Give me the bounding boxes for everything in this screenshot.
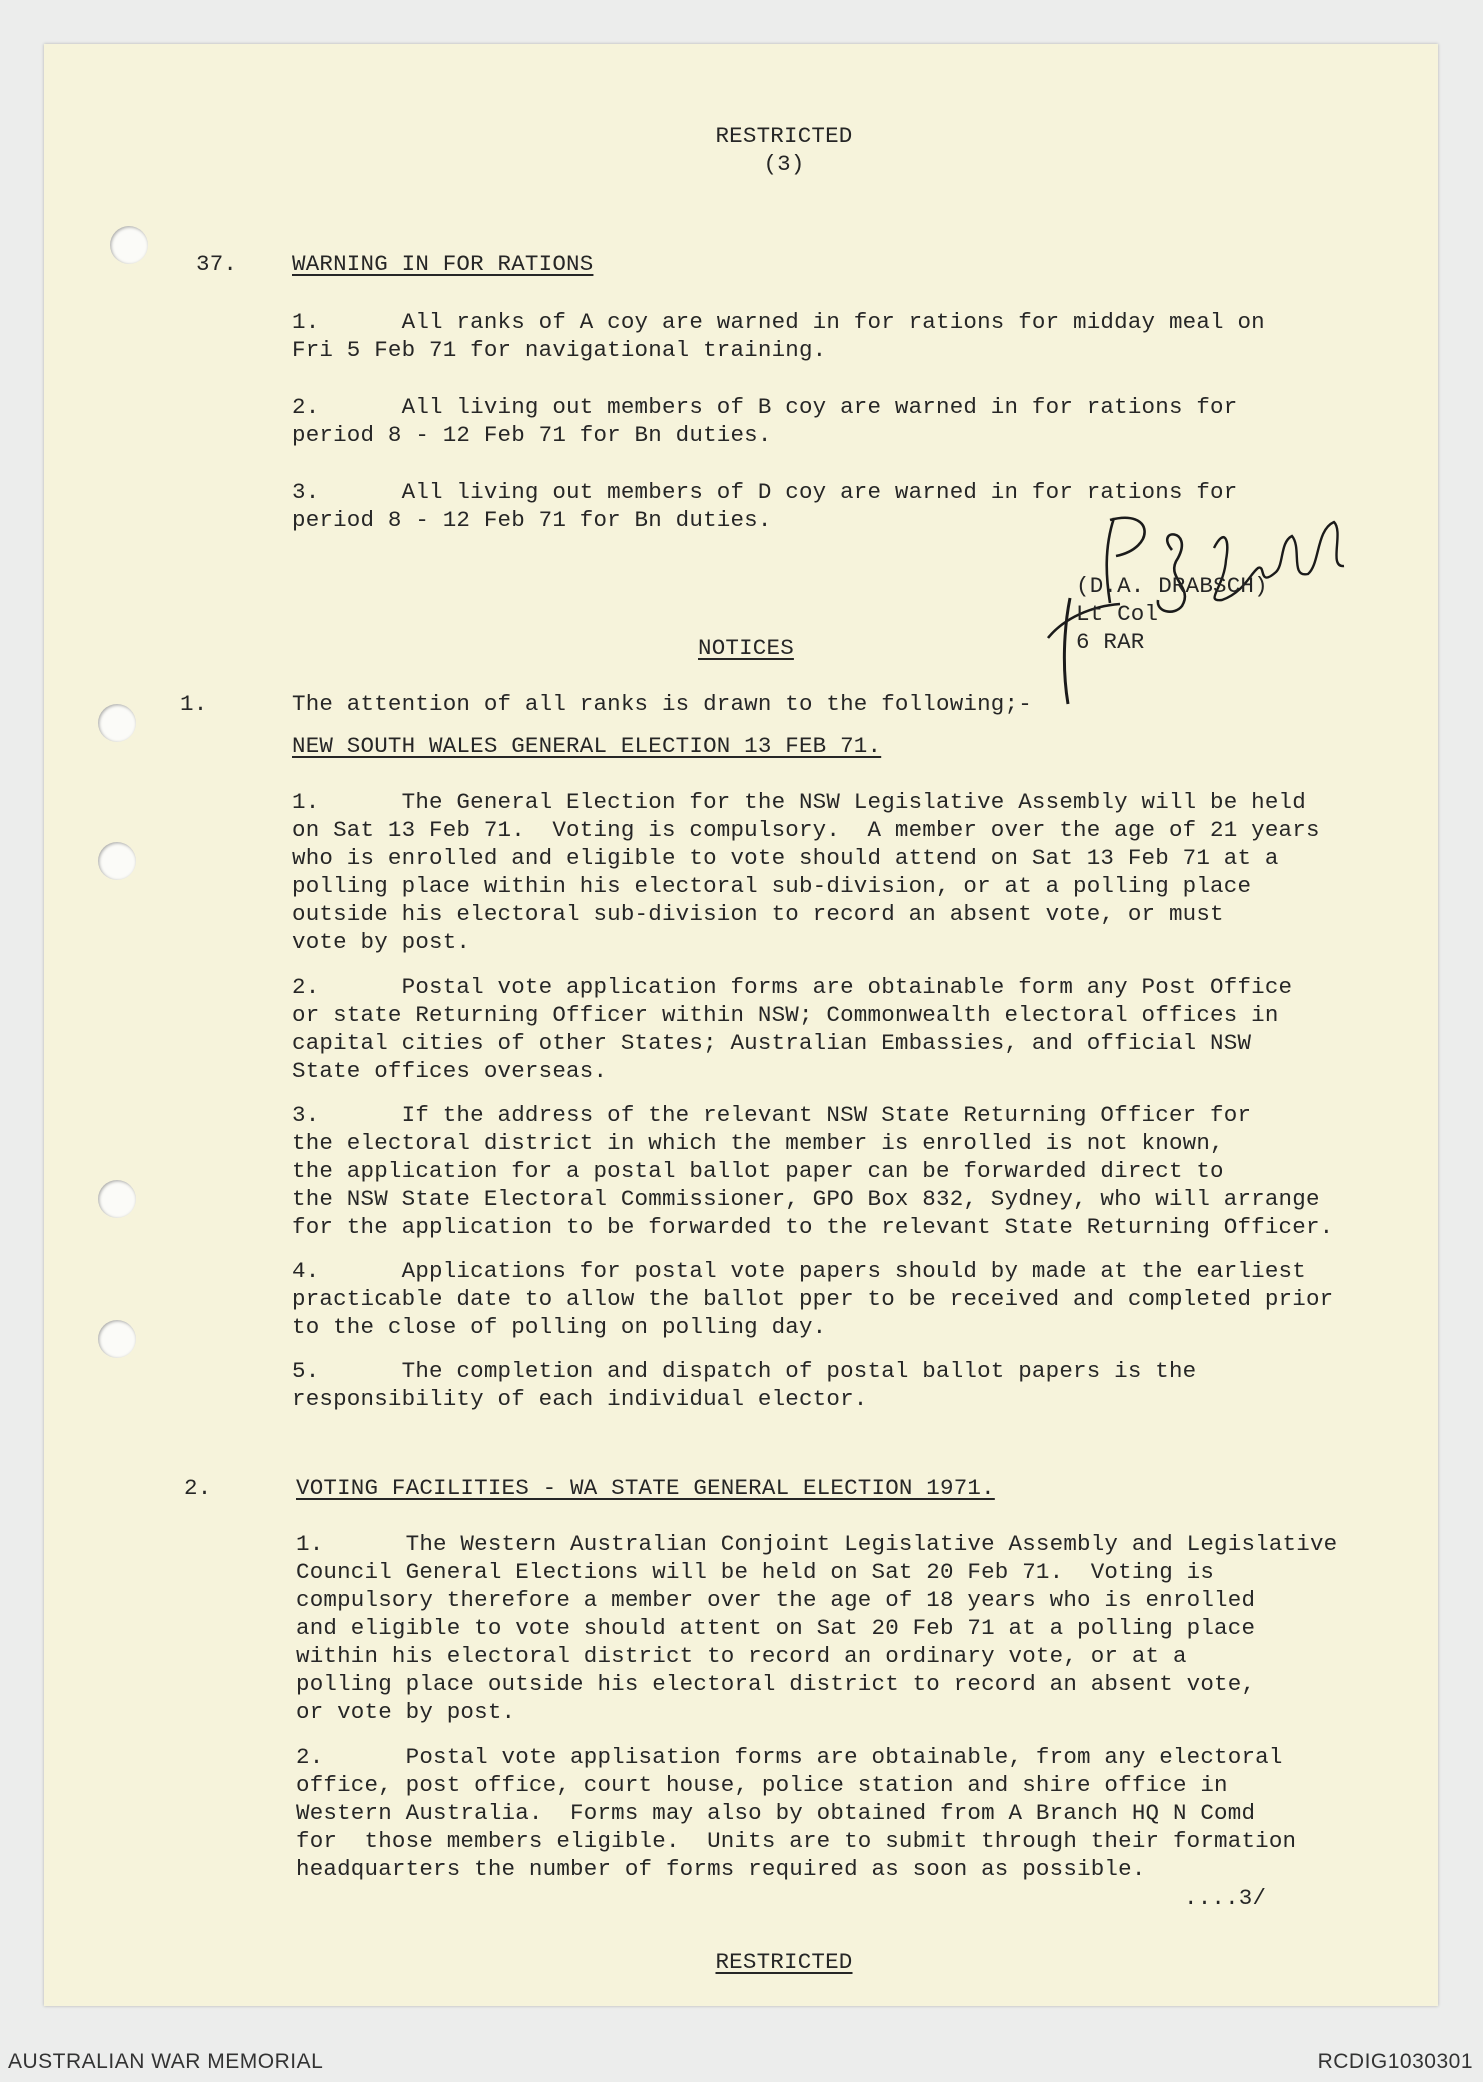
punch-hole — [110, 226, 148, 264]
text-line: responsibility of each individual elector. — [292, 1386, 868, 1412]
text-line: within his electoral district to record an ordinary vote, or at a — [296, 1643, 1187, 1669]
text-line: polling place outside his electoral district to record an absent vote, — [296, 1671, 1256, 1697]
text-line: or vote by post. — [296, 1699, 516, 1725]
text-line: State offices overseas. — [292, 1058, 608, 1084]
text-line: period 8 - 12 Feb 71 for Bn duties. — [292, 422, 772, 448]
text-line: 2. Postal vote applisation forms are obtainable, from any electoral — [296, 1744, 1283, 1770]
text-line: 2. All living out members of B coy are warned in for rations for — [292, 394, 1238, 420]
text-line: or state Returning Officer within NSW; Commonwealth electoral offices in — [292, 1002, 1279, 1028]
text-line: The attention of all ranks is drawn to the following;- — [292, 691, 1032, 717]
punch-hole — [98, 842, 136, 880]
page-number: (3) — [763, 151, 805, 177]
text-line: 4. Applications for postal vote papers should by made at the earliest — [292, 1258, 1306, 1284]
notice-heading: VOTING FACILITIES - WA STATE GENERAL ELECTION 1971. — [296, 1475, 995, 1501]
text-line: 1. The General Election for the NSW Legislative Assembly will be held — [292, 789, 1306, 815]
text-line: headquarters the number of forms required as soon as possible. — [296, 1856, 1146, 1882]
text-line: polling place within his electoral sub-division, or at a polling place — [292, 873, 1252, 899]
text-line: 1. All ranks of A coy are warned in for rations for midday meal on — [292, 309, 1265, 335]
text-line: and eligible to vote should attent on Sat 20 Feb 71 at a polling place — [296, 1615, 1256, 1641]
text-line: compulsory therefore a member over the age of 18 years who is enrolled — [296, 1587, 1256, 1613]
punch-hole — [98, 1180, 136, 1218]
text-line: to the close of polling on polling day. — [292, 1314, 827, 1340]
signatory-rank: Lt Col — [1076, 601, 1159, 627]
notice-number: 1. — [180, 691, 208, 717]
text-line: period 8 - 12 Feb 71 for Bn duties. — [292, 507, 772, 533]
text-line: the electoral district in which the member is enrolled is not known, — [292, 1130, 1224, 1156]
text-line: Fri 5 Feb 71 for navigational training. — [292, 337, 827, 363]
document-page — [44, 44, 1438, 2006]
signatory-unit: 6 RAR — [1076, 629, 1145, 655]
classification-header: RESTRICTED — [715, 123, 853, 149]
punch-hole — [98, 1320, 136, 1358]
text-line: 5. The completion and dispatch of postal ballot papers is the — [292, 1358, 1197, 1384]
text-line: the NSW State Electoral Commissioner, GPO Box 832, Sydney, who will arrange — [292, 1186, 1320, 1212]
text-line: Council General Elections will be held on Sat 20 Feb 71. Voting is — [296, 1559, 1215, 1585]
punch-hole — [98, 704, 136, 742]
section-heading: WARNING IN FOR RATIONS — [292, 251, 594, 277]
continuation-marker: ....3/ — [1184, 1885, 1267, 1911]
notice-subheading: NEW SOUTH WALES GENERAL ELECTION 13 FEB 71. — [292, 733, 882, 759]
text-line: office, post office, court house, police station and shire office in — [296, 1772, 1228, 1798]
text-line: outside his electoral sub-division to record an absent vote, or must — [292, 901, 1224, 927]
text-line: who is enrolled and eligible to vote should attend on Sat 13 Feb 71 at a — [292, 845, 1279, 871]
text-line: on Sat 13 Feb 71. Voting is compulsory. A member over the age of 21 years — [292, 817, 1320, 843]
notice-number: 2. — [184, 1475, 212, 1501]
archive-id: RCDIG1030301 — [1317, 2050, 1473, 2073]
text-line: for the application to be forwarded to the relevant State Returning Officer. — [292, 1214, 1334, 1240]
text-line: for those members eligible. Units are to submit through their formation — [296, 1828, 1297, 1854]
text-line: practicable date to allow the ballot pper to be received and completed prior — [292, 1286, 1334, 1312]
text-line: capital cities of other States; Australian Embassies, and official NSW — [292, 1030, 1252, 1056]
text-line: vote by post. — [292, 929, 471, 955]
classification-footer: RESTRICTED — [715, 1949, 853, 1975]
text-line: 2. Postal vote application forms are obtainable form any Post Office — [292, 974, 1293, 1000]
archive-label: AUSTRALIAN WAR MEMORIAL — [8, 2050, 324, 2073]
text-line: 1. The Western Australian Conjoint Legislative Assembly and Legislative — [296, 1531, 1338, 1557]
text-line: Western Australia. Forms may also by obtained from A Branch HQ N Comd — [296, 1800, 1256, 1826]
text-line: the application for a postal ballot paper can be forwarded direct to — [292, 1158, 1224, 1184]
paragraph-number: 37. — [196, 251, 238, 277]
text-line: 3. All living out members of D coy are warned in for rations for — [292, 479, 1238, 505]
notices-heading: NOTICES — [698, 635, 794, 661]
text-line: 3. If the address of the relevant NSW State Returning Officer for — [292, 1102, 1252, 1128]
signatory-name: (D.A. DRABSCH) — [1076, 573, 1268, 599]
